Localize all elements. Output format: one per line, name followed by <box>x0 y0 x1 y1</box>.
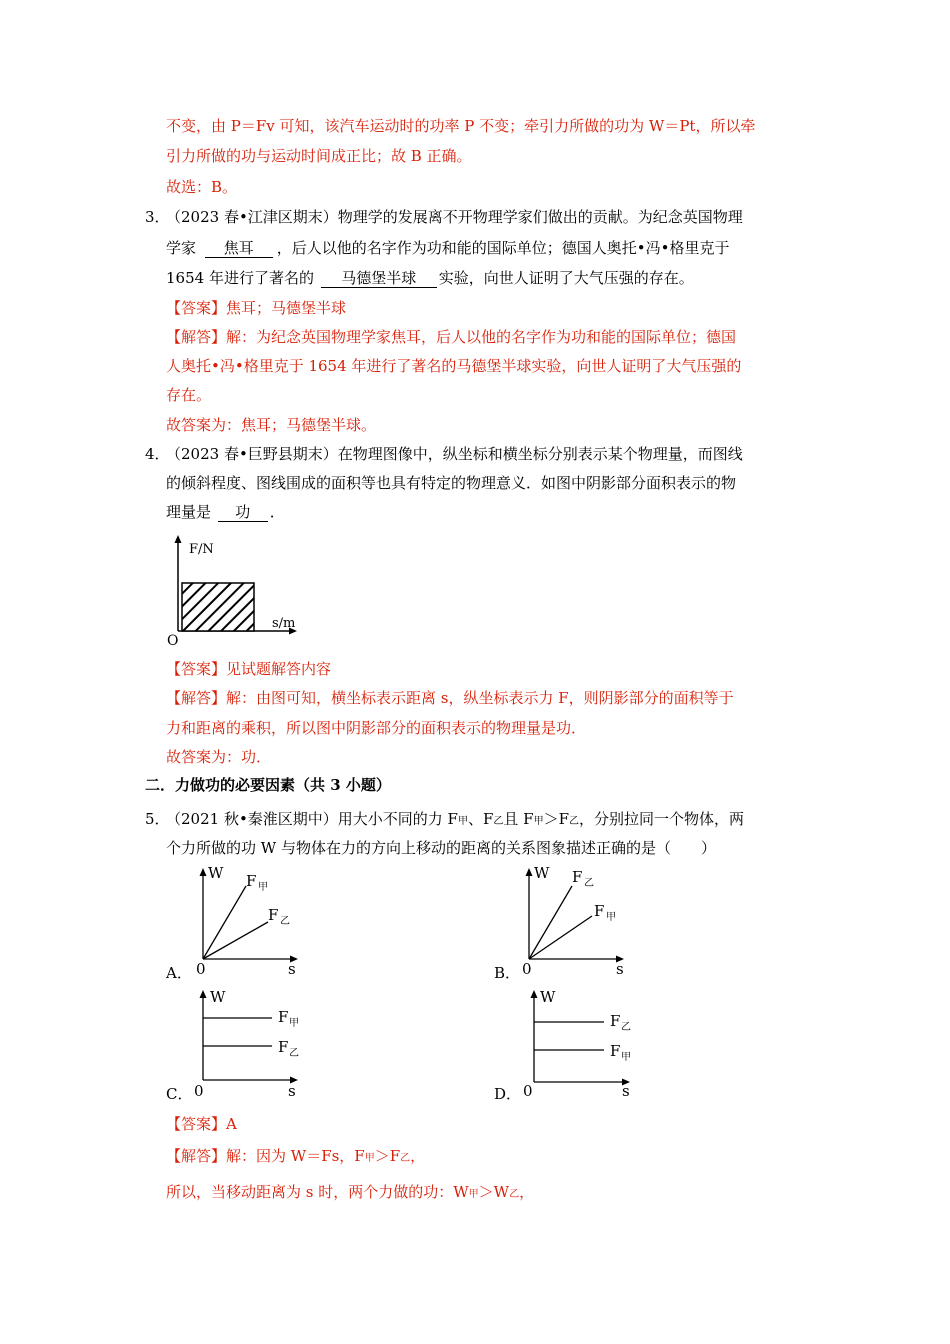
q5-line-1-a: （2021 秋•秦淮区期中）用大小不同的力 F <box>166 810 458 828</box>
q5-solution-2-c: ， <box>519 1183 535 1201</box>
option-c-origin: 0 <box>194 1082 204 1100</box>
option-d-label[interactable]: D． <box>494 1085 522 1103</box>
q3-solution-3: 存在。 <box>166 386 212 404</box>
q5-line-2: 个力所做的功 W 与物体在力的方向上移动的距离的关系图象描述正确的是（ ） <box>166 839 716 857</box>
option-a-steep-line <box>203 886 246 959</box>
q5-sol-sub-jia-2: 甲 <box>468 1189 479 1200</box>
option-c-y-label: W <box>210 988 226 1006</box>
option-d-top-label: F <box>610 1012 621 1030</box>
q5-sol-sub-jia-1: 甲 <box>364 1153 375 1164</box>
option-d-origin: 0 <box>523 1082 533 1100</box>
option-a-bottom-label: F <box>268 906 279 924</box>
q5-sub-jia-1: 甲 <box>457 816 468 827</box>
option-d-y-label: W <box>540 988 556 1006</box>
option-d-bottom-sub: 甲 <box>621 1052 631 1063</box>
q5-solution-1 <box>166 1146 425 1169</box>
option-a-top-label: F <box>246 872 257 890</box>
q5-line-1-c: 且 F <box>503 810 534 828</box>
q4-x-label: s/m <box>272 616 296 631</box>
option-d-x-label: s <box>622 1082 630 1100</box>
section-2-title: 二．力做功的必要因素（共 3 小题） <box>145 776 391 794</box>
continuation-choice: 故选：B。 <box>166 178 238 196</box>
q4-origin-label: O <box>167 633 179 648</box>
q5-sol-sub-yi-1: 乙 <box>400 1153 411 1164</box>
q5-solution-2-a: 所以，当移动距离为 s 时，两个力做的功：W <box>166 1183 469 1201</box>
option-b-top-sub: 乙 <box>584 878 594 889</box>
q3-line-2-pre: 学家 <box>166 239 197 257</box>
option-d-top-sub: 乙 <box>621 1022 631 1033</box>
q5-solution-1-b: ＞F <box>374 1147 401 1165</box>
continuation-line-1: 不变，由 P＝Fv 可知，该汽车运动时的功率 P 不变；牵引力所做的功为 W＝Pt，所以牵 <box>166 117 756 135</box>
q3-line-3 <box>166 268 694 288</box>
q3-line-3-pre: 1654 年进行了著名的 <box>166 269 314 287</box>
q4-line-3-post: ． <box>269 503 285 521</box>
option-c-top-label: F <box>278 1008 289 1026</box>
option-b-x-label: s <box>616 960 624 978</box>
q5-sol-sub-yi-2: 乙 <box>509 1189 520 1200</box>
q4-number: 4． <box>145 445 170 463</box>
option-c-top-sub: 甲 <box>289 1018 299 1029</box>
q5-sub-yi-1: 乙 <box>493 816 504 827</box>
option-b-graph[interactable] <box>514 864 644 980</box>
option-a-shallow-line <box>203 922 268 959</box>
q3-solution-1 <box>166 327 736 347</box>
q4-shaded-area <box>182 583 254 631</box>
q3-blank-2: 马德堡半球 <box>321 269 437 288</box>
q5-solution-tag: 【解答】 <box>166 1147 227 1165</box>
q3-solution-text-1: 解：为纪念英国物理学家焦耳，后人以他的名字作为功和能的国际单位；德国 <box>226 328 737 346</box>
q4-blank: 功 <box>218 503 268 522</box>
q3-answer-text: 焦耳；马德堡半球 <box>226 299 347 317</box>
q4-line-3-pre: 理量是 <box>166 503 212 521</box>
q3-blank-1: 焦耳 <box>205 239 273 258</box>
q4-y-label: F/N <box>189 542 214 557</box>
q5-solution-1-a: 解：因为 W＝Fs，F <box>226 1147 365 1165</box>
q4-line-3 <box>166 502 285 522</box>
option-a-y-label: W <box>208 864 224 882</box>
q4-answer <box>166 659 331 679</box>
q4-solution-tag: 【解答】 <box>166 689 227 707</box>
option-a-bottom-sub: 乙 <box>280 916 290 927</box>
q3-answer-tag: 【答案】 <box>166 299 227 317</box>
option-b-origin: 0 <box>522 960 532 978</box>
option-c-x-label: s <box>288 1082 296 1100</box>
q4-solution-1 <box>166 688 734 708</box>
q4-final-answer: 故答案为：功． <box>166 748 272 766</box>
q4-line-1: （2023 春•巨野县期末）在物理图像中，纵坐标和横坐标分别表示某个物理量，而图线 <box>166 445 743 463</box>
option-b-bottom-label: F <box>594 902 605 920</box>
option-d-graph[interactable] <box>514 986 644 1101</box>
q5-sub-yi-2: 乙 <box>569 816 579 827</box>
option-a-top-sub: 甲 <box>258 882 268 893</box>
q5-line-1-e: ，分别拉同一个物体，两 <box>579 810 745 828</box>
option-b-label[interactable]: B． <box>494 964 521 982</box>
q5-line-1 <box>166 809 744 832</box>
option-a-x-label: s <box>288 960 296 978</box>
q4-force-distance-graph <box>165 533 315 648</box>
option-d-bottom-label: F <box>610 1042 621 1060</box>
q3-solution-tag: 【解答】 <box>166 328 227 346</box>
option-a-label[interactable]: A． <box>166 964 192 982</box>
q3-line-2 <box>166 238 730 258</box>
q4-answer-text: 见试题解答内容 <box>226 660 332 678</box>
option-a-graph[interactable] <box>188 864 308 980</box>
q3-answer <box>166 298 346 318</box>
q5-line-1-d: ＞F <box>543 810 569 828</box>
q5-line-1-b: 、F <box>467 810 494 828</box>
option-b-bottom-sub: 甲 <box>606 912 616 923</box>
q5-sub-jia-2: 甲 <box>533 816 544 827</box>
q5-answer-tag: 【答案】 <box>166 1115 227 1133</box>
q5-answer-text: A <box>226 1115 237 1133</box>
q5-number: 5． <box>145 810 170 828</box>
option-c-label[interactable]: C． <box>166 1085 193 1103</box>
option-c-bottom-label: F <box>278 1038 289 1056</box>
q3-line-1: （2023 春•江津区期末）物理学的发展离不开物理学家们做出的贡献。为纪念英国物理 <box>166 208 743 226</box>
option-c-graph[interactable] <box>188 986 313 1101</box>
q4-line-2: 的倾斜程度、图线围成的面积等也具有特定的物理意义．如图中阴影部分面积表示的物 <box>166 474 737 492</box>
q4-answer-tag: 【答案】 <box>166 660 227 678</box>
q5-answer <box>166 1114 237 1134</box>
option-b-y-label: W <box>534 864 550 882</box>
continuation-line-2: 引力所做的功与运动时间成正比；故 B 正确。 <box>166 147 472 165</box>
option-b-top-label: F <box>572 868 583 886</box>
option-a-origin: 0 <box>196 960 206 978</box>
q4-solution-text-1: 解：由图可知，横坐标表示距离 s，纵坐标表示力 F，则阴影部分的面积等于 <box>226 689 734 707</box>
q3-line-2-post: ，后人以他的名字作为功和能的国际单位；德国人奥托•冯•格里克于 <box>276 239 730 257</box>
option-b-steep-line <box>529 886 572 959</box>
q3-number: 3． <box>145 208 170 226</box>
q3-final-answer: 故答案为：焦耳；马德堡半球。 <box>166 416 377 434</box>
q5-solution-2-b: ＞W <box>478 1183 510 1201</box>
q4-y-arrow <box>175 535 182 543</box>
option-c-bottom-sub: 乙 <box>289 1048 299 1059</box>
option-b-shallow-line <box>529 916 592 959</box>
q3-line-3-post: 实验，向世人证明了大气压强的存在。 <box>438 269 694 287</box>
q5-solution-1-c: ， <box>410 1147 426 1165</box>
q5-solution-2 <box>166 1182 534 1205</box>
q3-solution-2: 人奥托•冯•格里克于 1654 年进行了著名的马德堡半球实验，向世人证明了大气压强的 <box>166 357 742 375</box>
q4-solution-2: 力和距离的乘积，所以图中阴影部分的面积表示的物理量是功． <box>166 719 587 737</box>
